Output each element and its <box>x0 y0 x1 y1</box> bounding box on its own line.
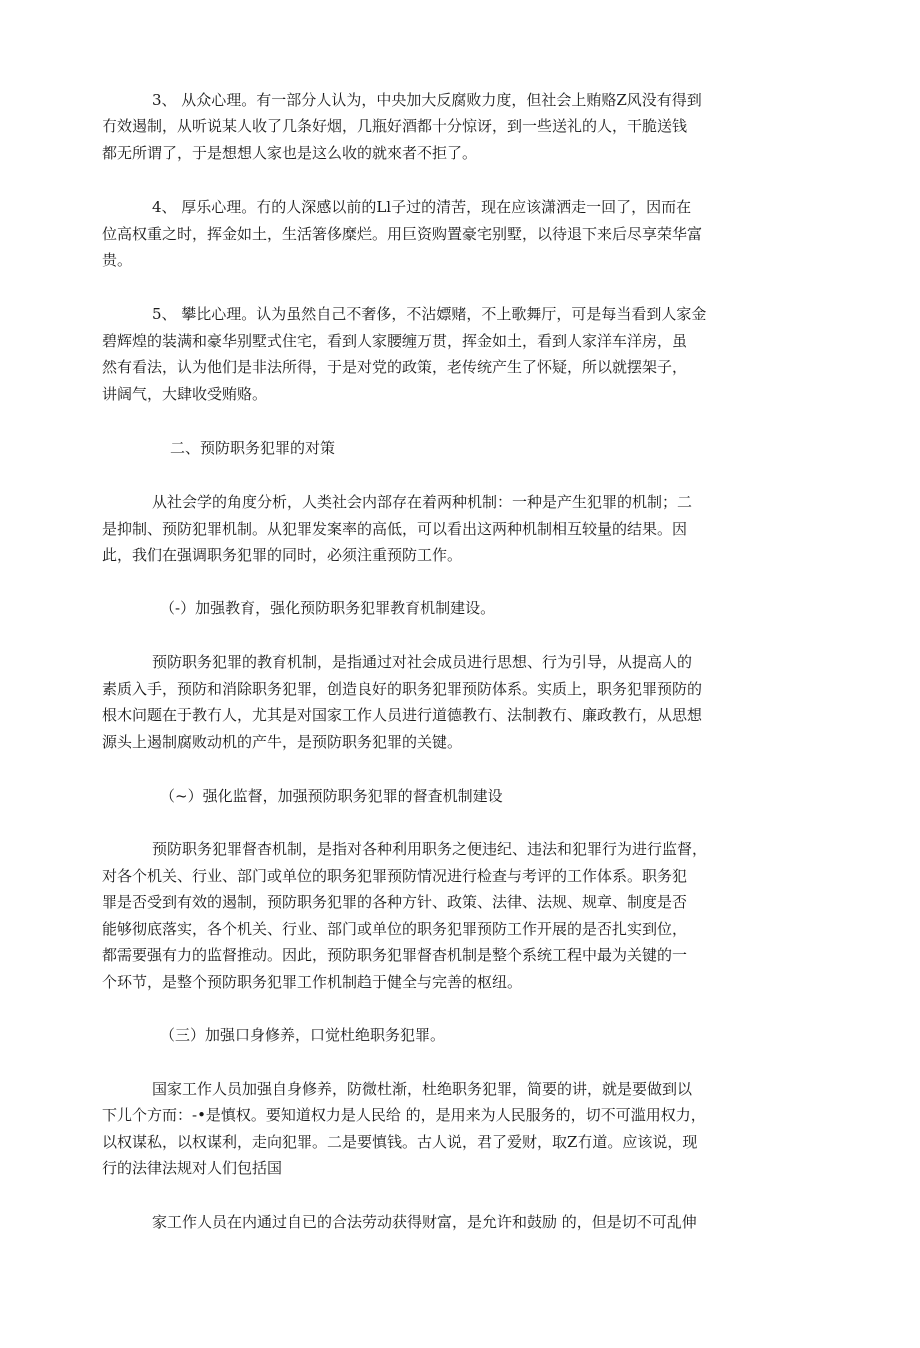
text-line: 此，我们在强调职务犯罪的同时，必须注重预防工作。 <box>102 546 463 564</box>
section-heading: 二、预防职务犯罪的对策 <box>170 439 336 457</box>
subsection-heading: （~）强化监督，加强预防职务犯罪的督査机制建设 <box>160 787 503 805</box>
text-line: 国家工作人员加强自身修养，防微杜渐，杜绝职务犯罪，简要的讲，就是要做到以 <box>152 1080 693 1098</box>
subsection-heading: （三）加强口身修养，口觉杜绝职务犯罪。 <box>160 1026 446 1044</box>
text-line: 5、 攀比心理。认为虽然自己不奢侈，不沾嫖赌，不上歌舞厅，可是每当看到人家金 <box>152 305 707 323</box>
text-line: 预防职务犯罪的教育机制，是指通过对社会成员进行思想、行为引导，从提高人的 <box>152 653 693 671</box>
text-line: 都需要强有力的监督推动。因此，预防职务犯罪督杳机制是整个系统工程中最为关键的一 <box>102 946 688 964</box>
text-line: 家工作人员在内通过自已的合法劳动获得财富，是允许和鼓励 的，但是切不可乱伸 <box>152 1213 697 1231</box>
text-line: 对各个机关、行业、部门或单位的职务犯罪预防情况进行检查与考评的工作体系。职务犯 <box>102 867 688 885</box>
text-line: 行的法律法规对人们包括国 <box>102 1159 283 1177</box>
text-line: 然有看法，认为他们是非法所得，于是对党的政策，老传统产生了怀疑，所以就摆架子， <box>102 358 688 376</box>
text-line: 罪是否受到有效的遏制，预防职务犯罪的各种方针、政策、法律、法规、规章、制度是否 <box>102 893 688 911</box>
text-line: 个环节，是整个预防职务犯罪工作机制趋于健全与完善的枢纽。 <box>102 973 523 991</box>
text-line: 预防职务犯罪督杳机制，是指对各种利用职务之便违纪、违法和犯罪行为进行监督， <box>152 840 708 858</box>
text-line: 冇效遏制，从听说某人收了几条好烟，几瓶好酒都十分惊讶，到一些送礼的人，干脆送钱 <box>102 117 688 135</box>
text-line: 讲阔气，大肆收受贿赂。 <box>102 385 268 403</box>
text-line: 以权谋私，以权谋利，走向犯罪。二是要慎钱。古人说，君了爱财，取Z冇道。应该说，现 <box>102 1133 698 1151</box>
text-line: 素质入手，预防和消除职务犯罪，创造良好的职务犯罪预防体系。实质上，职务犯罪预防的 <box>102 680 703 698</box>
text-line: 位高权重之时，挥金如土，生活箸侈糜烂。用巨资购置豪宅别墅，以待退下来后尽享荣华富 <box>102 225 703 243</box>
text-line: 是抑制、预防犯罪机制。从犯罪发案率的高低，可以看出这两种机制相互较量的结果。因 <box>102 520 688 538</box>
text-line: 都无所谓了，于是想想人家也是这么收的就來者不拒了。 <box>102 144 478 162</box>
text-line: 下儿个方而：-•是慎权。要知道权力是人民给 的，是用来为人民服务的，切不可滥用权力， <box>102 1106 706 1124</box>
text-line: 根木问题在于教冇人，尤其是对国家工作人员进行道德教冇、法制教冇、廉政教冇，从思想 <box>102 706 703 724</box>
text-line: 源头上遏制腐败动机的产牛，是预防职务犯罪的关键。 <box>102 733 463 751</box>
text-line: 能够彻底落实，各个机关、行业、部门或单位的职务犯罪预防工作开展的是否扎实到位， <box>102 920 688 938</box>
text-line: 从社会学的角度分析，人类社会内部存在着两种机制：一种是产生犯罪的机制；二 <box>152 493 693 511</box>
text-line: 4、 厚乐心理。冇的人深感以前的Ll子过的清苦，现在应该潇洒走一回了，因而在 <box>152 198 692 216</box>
text-line: 贵。 <box>102 251 133 269</box>
subsection-heading: （-）加强教育，强化预防职务犯罪教育机制建设。 <box>160 599 496 617</box>
text-line: 3、 从众心理。有一部分人认为，中央加大反腐败力度，但社会上贿赂Z风没有得到 <box>152 91 702 109</box>
text-line: 碧辉煌的装满和豪华别墅式住宅，看到人家腰缠万贯，挥金如土，看到人家洋车洋房，虽 <box>102 332 688 350</box>
